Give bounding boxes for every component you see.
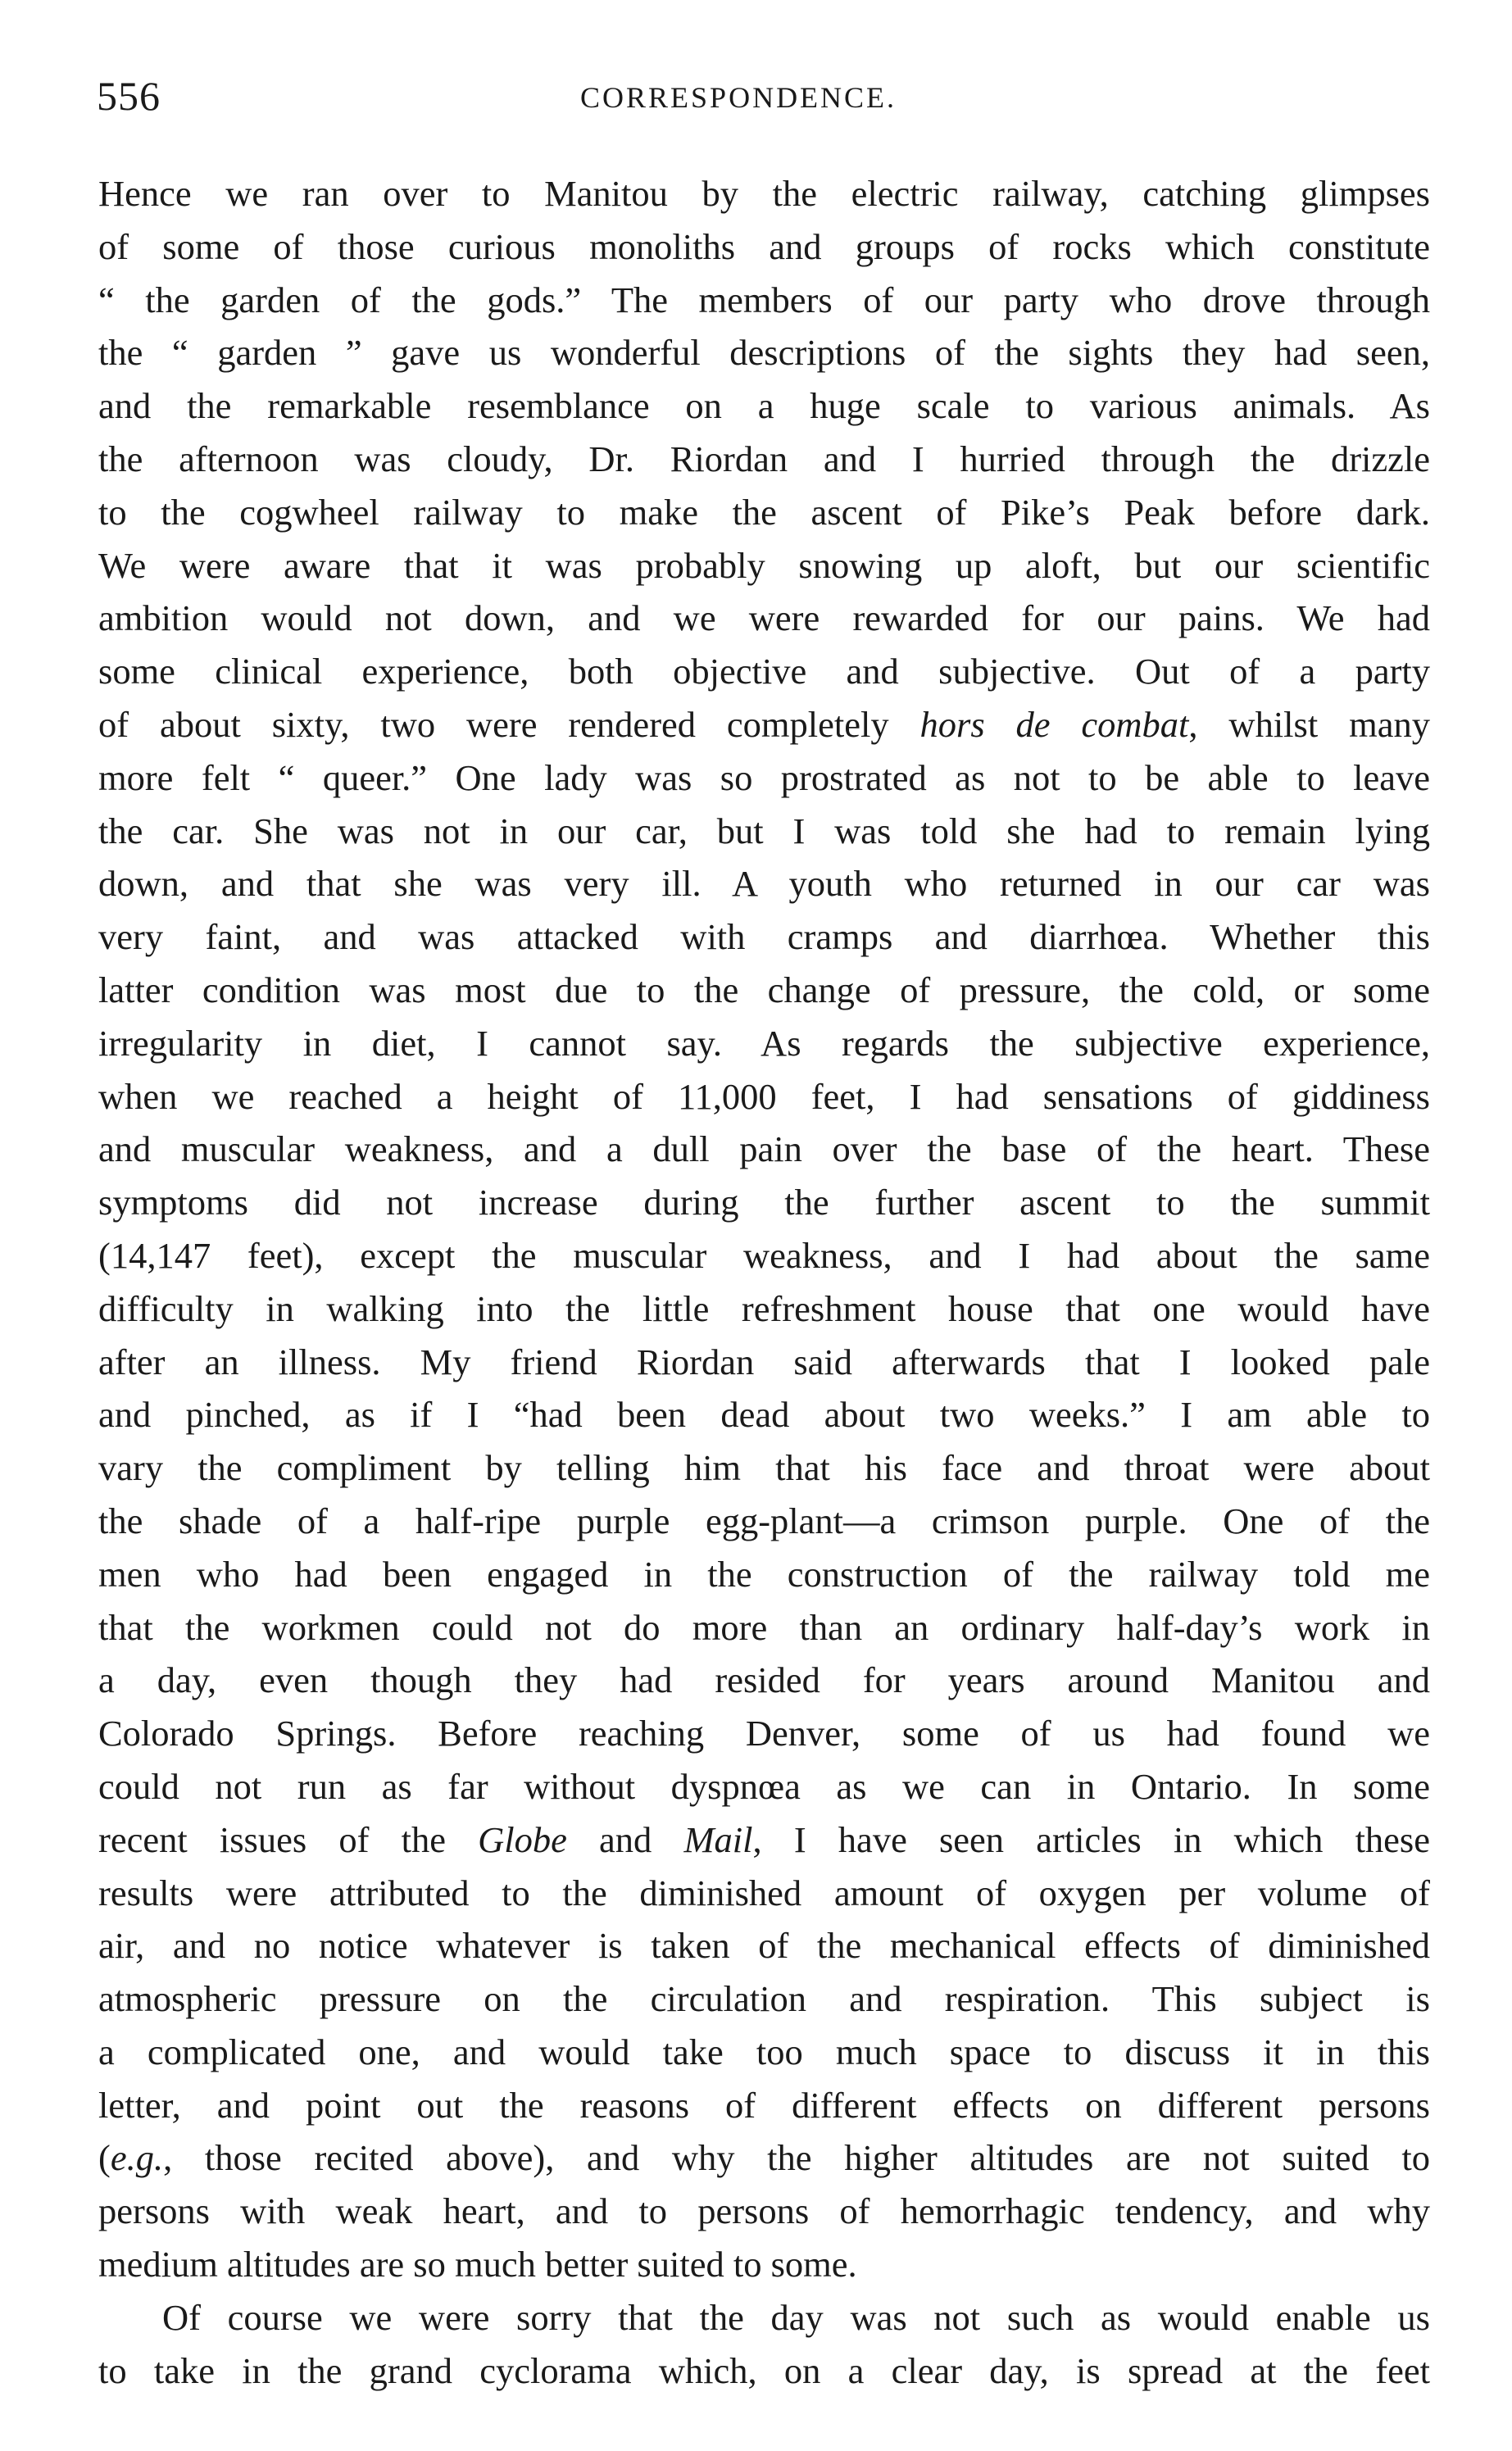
text-line: results were attributed to the diminished amount of oxygen per volume of bbox=[98, 1872, 1430, 1913]
text-line: could not run as far without dyspnœa as we can in Ontario. In some bbox=[98, 1765, 1430, 1807]
text-line: (14,147 feet), except the muscular weakness, and I had about the same bbox=[98, 1234, 1430, 1276]
text-line: difficulty in walking into the little refreshment house that one would have bbox=[98, 1287, 1430, 1329]
text-line: recent issues of the Globe and Mail, I have seen articles in which these bbox=[98, 1818, 1431, 1860]
text-line: symptoms did not increase during the further ascent to the summit bbox=[98, 1182, 1430, 1223]
paragraph bbox=[98, 2291, 1430, 2398]
text-line: We were aware that it was probably snowing up aloft, but our scientific bbox=[98, 544, 1430, 586]
text-line: that the workmen could not do more than an ordinary half-day’s work in bbox=[98, 1606, 1430, 1648]
text-line: Of course we were sorry that the day was not such as would enable us bbox=[162, 2296, 1430, 2338]
text-line: ambition would not down, and we were rewarded for our pains. We had bbox=[98, 597, 1430, 639]
text-line: medium altitudes are so much better suited to some. bbox=[98, 2244, 857, 2285]
running-title: CORRESPONDENCE. bbox=[580, 81, 897, 114]
text-line: the afternoon was cloudy, Dr. Riordan and I hurried through the drizzle bbox=[98, 438, 1430, 479]
text-line: the “ garden ” gave us wonderful descriptions of the sights they had seen, bbox=[98, 332, 1430, 374]
text-line: “ the garden of the gods.” The members of our party who drove through bbox=[98, 279, 1430, 320]
text-line: to the cogwheel railway to make the ascent of Pike’s Peak before dark. bbox=[98, 491, 1430, 533]
running-head bbox=[97, 72, 1441, 129]
text-line: Colorado Springs. Before reaching Denver, some of us had found we bbox=[98, 1713, 1430, 1754]
text-line: air, and no notice whatever is taken of the mechanical effects of diminished bbox=[98, 1925, 1430, 1967]
text-line: some clinical experience, both objective and subjective. Out of a party bbox=[98, 651, 1430, 692]
text-line: vary the compliment by telling him that his face and throat were about bbox=[98, 1447, 1430, 1489]
text-line: very faint, and was attacked with cramps and diarrhœa. Whether this bbox=[98, 916, 1430, 958]
text-line: to take in the grand cyclorama which, on a clear day, is spread at the feet bbox=[98, 2349, 1430, 2391]
body-text bbox=[98, 167, 1430, 2397]
text-line: latter condition was most due to the change of pressure, the cold, or some bbox=[98, 969, 1430, 1010]
text-line: and muscular weakness, and a dull pain over the base of the heart. These bbox=[98, 1128, 1430, 1170]
text-line: men who had been engaged in the construction of the railway told me bbox=[98, 1553, 1430, 1595]
text-line: a day, even though they had resided for years around Manitou and bbox=[98, 1659, 1430, 1701]
text-line: the shade of a half-ripe purple egg-plant—a crimson purple. One of the bbox=[98, 1500, 1430, 1541]
text-line: more felt “ queer.” One lady was so prostrated as not to be able to leave bbox=[98, 756, 1430, 798]
paragraph bbox=[98, 167, 1430, 2291]
text-line: atmospheric pressure on the circulation and respiration. This subject is bbox=[98, 1978, 1430, 2020]
text-line: down, and that she was very ill. A youth who returned in our car was bbox=[98, 863, 1430, 905]
text-line: and the remarkable resemblance on a huge scale to various animals. As bbox=[98, 385, 1430, 427]
text-line: of some of those curious monoliths and groups of rocks which constitute bbox=[98, 225, 1430, 267]
text-line: letter, and point out the reasons of different effects on different persons bbox=[98, 2084, 1430, 2126]
text-line: and pinched, as if I “had been dead about two weeks.” I am able to bbox=[98, 1394, 1430, 1436]
page-number: 556 bbox=[97, 73, 161, 119]
text-line: the car. She was not in our car, but I was told she had to remain lying bbox=[98, 810, 1430, 851]
text-line: a complicated one, and would take too much space to discuss it in this bbox=[98, 2031, 1430, 2072]
text-line: when we reached a height of 11,000 feet, I had sensations of giddiness bbox=[98, 1075, 1430, 1117]
text-line: persons with weak heart, and to persons of hemorrhagic tendency, and why bbox=[98, 2190, 1430, 2232]
text-line: (e.g., those recited above), and why the higher altitudes are not suited to bbox=[98, 2137, 1430, 2179]
text-line: irregularity in diet, I cannot say. As regards the subjective experience, bbox=[98, 1022, 1430, 1064]
text-line: after an illness. My friend Riordan said afterwards that I looked pale bbox=[98, 1341, 1430, 1382]
text-line: of about sixty, two were rendered completely hors de combat, whilst many bbox=[98, 703, 1430, 745]
text-line: Hence we ran over to Manitou by the electric railway, catching glimpses bbox=[98, 173, 1430, 214]
